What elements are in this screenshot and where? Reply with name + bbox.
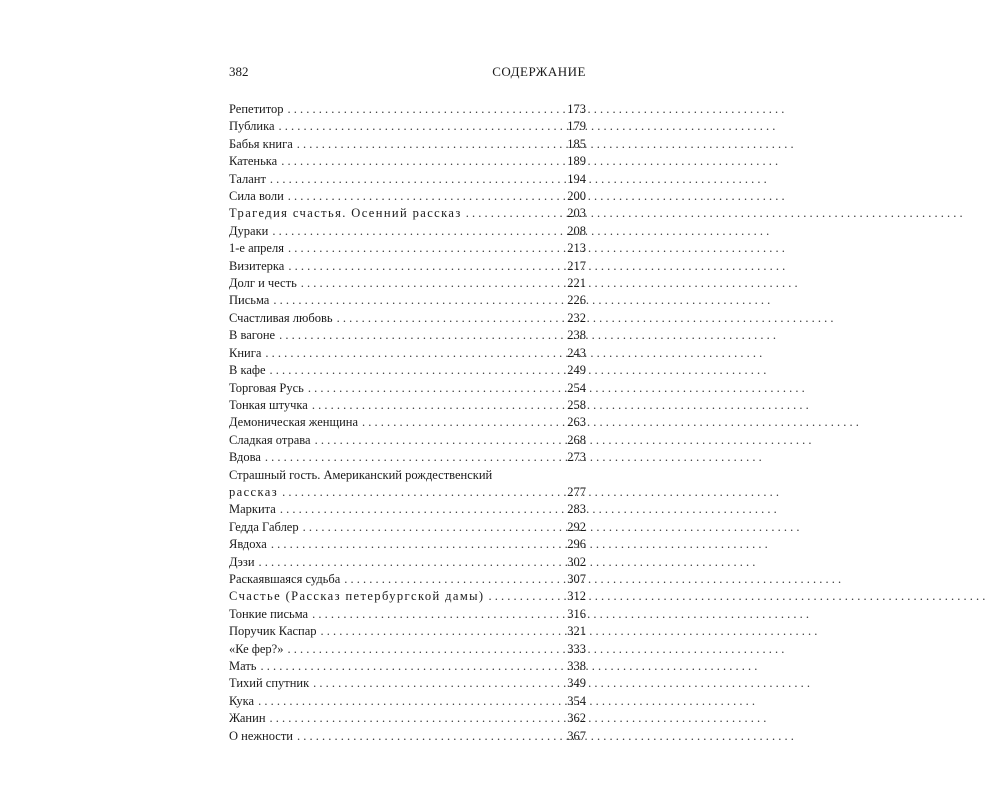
toc-entry-title: Долг и честь <box>229 276 297 291</box>
toc-entry <box>229 205 586 222</box>
toc-entry-page: 221 <box>567 276 586 291</box>
toc-entry <box>229 310 586 327</box>
toc-entry-title: Визитерка <box>229 258 285 273</box>
toc-entry-title: Страшный гость. Американский рождественский <box>229 467 493 482</box>
toc-entry-page: 333 <box>567 641 586 656</box>
toc-entry <box>229 623 586 640</box>
toc-entry-title-continuation: рассказ <box>229 484 279 499</box>
dot-leader <box>265 345 563 362</box>
dot-leader <box>312 606 563 623</box>
toc-entry-title: Раскаявшаяся судьба <box>229 571 341 586</box>
dot-leader <box>315 432 563 449</box>
toc-entry-page: 296 <box>567 537 586 552</box>
toc-entry <box>229 710 586 727</box>
toc-entry-page: 367 <box>567 728 586 743</box>
dot-leader <box>303 519 563 536</box>
toc-entry-page: 213 <box>567 241 586 256</box>
toc-entry <box>229 188 586 205</box>
toc-entry <box>229 449 586 466</box>
toc-entry-page: 321 <box>567 624 586 639</box>
toc-entry-page: 258 <box>567 397 586 412</box>
toc-entry-page: 173 <box>567 102 586 116</box>
toc-entry-title: Тонкая штучка <box>229 397 308 412</box>
toc-entry-page: 263 <box>567 415 586 430</box>
toc-entry-title: Мать <box>229 659 257 673</box>
toc-entry-page: 307 <box>567 571 586 586</box>
toc-entry-title: В вагоне <box>229 328 276 343</box>
toc-entry <box>229 223 586 240</box>
dot-leader <box>287 641 563 658</box>
dot-leader <box>282 484 563 501</box>
toc-entry <box>229 153 586 170</box>
toc-entry-title: Вдова <box>229 450 261 465</box>
toc-entry-page: 338 <box>567 659 586 673</box>
dot-leader <box>337 310 563 327</box>
toc-entry <box>229 519 586 536</box>
toc-entry-page: 249 <box>567 363 586 378</box>
toc-entry <box>229 397 586 414</box>
toc-entry-title: Поручик Каспар <box>229 624 317 639</box>
toc-entry-title: В кафе <box>229 363 266 378</box>
toc-entry-title: Гедда Габлер <box>229 519 299 534</box>
toc-entry-title: Явдоха <box>229 537 267 552</box>
page-header <box>229 64 586 84</box>
toc-entry-title: Публика <box>229 119 275 134</box>
dot-leader <box>261 658 563 675</box>
toc-entry-page: 208 <box>567 223 586 238</box>
toc-entry-title: Репетитор <box>229 102 284 116</box>
toc-entry-title: Бабья книга <box>229 136 293 151</box>
dot-leader <box>297 728 563 745</box>
toc-entry <box>229 240 586 257</box>
toc-entry-title: Счастливая любовь <box>229 310 333 325</box>
toc-entry-page: 217 <box>567 258 586 273</box>
toc-entry <box>229 275 586 292</box>
toc-entry-title: Жанин <box>229 711 266 726</box>
toc-entry-page: 268 <box>567 432 586 447</box>
dot-leader <box>288 258 563 275</box>
dot-leader <box>270 171 563 188</box>
toc-entry-page: 189 <box>567 154 586 169</box>
toc-entry-title: Счастье (Рассказ петербургской дамы) <box>229 589 485 604</box>
toc-entry-page: 273 <box>567 450 586 465</box>
toc-entry-page: 226 <box>567 293 586 308</box>
toc-entry-page: 312 <box>567 589 586 604</box>
toc-entry <box>229 292 586 309</box>
toc-entry-title: Дэзи <box>229 554 255 569</box>
toc-entry-title: Книга <box>229 345 262 360</box>
dot-leader <box>297 136 563 153</box>
toc-entry-title: Талант <box>229 171 266 186</box>
toc-entry-page: 362 <box>567 711 586 726</box>
dot-leader <box>288 101 563 118</box>
dot-leader <box>288 240 563 257</box>
toc-entry-title: Дураки <box>229 223 269 238</box>
toc-entry-page: 283 <box>567 502 586 517</box>
toc-entry-page: 194 <box>567 171 586 186</box>
toc-entry-page: 302 <box>567 554 586 569</box>
toc-entry-title: Торговая Русь <box>229 380 304 395</box>
toc-entry <box>229 101 586 118</box>
toc-entry <box>229 606 586 623</box>
dot-leader <box>344 571 563 588</box>
toc-entry-page: 254 <box>567 380 586 395</box>
toc-entry-title: Трагедия счастья. Осенний рассказ <box>229 206 462 221</box>
toc-entry <box>229 536 586 553</box>
toc-entry-page: 349 <box>567 676 586 691</box>
toc-entry-page: 277 <box>567 484 586 499</box>
toc-entry-title: «Ке фер?» <box>229 641 284 656</box>
toc-entry <box>229 118 586 135</box>
toc-entry <box>229 258 586 275</box>
toc-entry <box>229 414 586 431</box>
toc-entry <box>229 501 586 518</box>
dot-leader <box>313 675 563 692</box>
toc-entry <box>229 554 586 571</box>
dot-leader <box>362 414 563 431</box>
dot-leader <box>488 588 563 605</box>
page-number: 382 <box>229 64 249 79</box>
toc-entry-page: 354 <box>567 693 586 708</box>
toc-entry <box>229 571 586 588</box>
toc-entry <box>229 693 586 710</box>
dot-leader <box>271 536 563 553</box>
toc-entry-title: О нежности <box>229 728 293 743</box>
dot-leader <box>273 292 563 309</box>
toc-entry <box>229 658 586 675</box>
dot-leader <box>279 327 563 344</box>
toc-entry-page: 179 <box>567 119 586 134</box>
toc-entry <box>229 327 586 344</box>
toc-entry-page: 203 <box>567 206 586 221</box>
dot-leader <box>270 710 563 727</box>
dot-leader <box>272 223 563 240</box>
toc-entry <box>229 641 586 658</box>
dot-leader <box>301 275 563 292</box>
toc-entry <box>229 467 586 484</box>
toc-entry-page: 232 <box>567 310 586 325</box>
dot-leader <box>308 380 563 397</box>
toc-entry <box>229 171 586 188</box>
dot-leader <box>279 118 563 135</box>
toc-entry-title: Тихий спутник <box>229 676 310 691</box>
dot-leader <box>280 501 563 518</box>
toc-entry-title: Катенька <box>229 154 278 169</box>
toc-entry-page: 243 <box>567 345 586 360</box>
dot-leader <box>466 205 563 222</box>
toc-entry-title: 1-е апреля <box>229 241 284 256</box>
dot-leader <box>288 188 563 205</box>
toc-entry-title: Письма <box>229 293 270 308</box>
dot-leader <box>281 153 563 170</box>
dot-leader <box>258 693 563 710</box>
dot-leader <box>312 397 563 414</box>
toc-entry-page: 238 <box>567 328 586 343</box>
toc-entry-title: Демоническая женщина <box>229 415 359 430</box>
toc-entry <box>229 345 586 362</box>
toc-entry-title: Сладкая отрава <box>229 432 311 447</box>
toc-entry-title: Сила воли <box>229 189 284 204</box>
toc-entry-title: Тонкие письма <box>229 606 309 621</box>
table-of-contents <box>229 101 586 745</box>
toc-entry-title: Маркита <box>229 502 276 517</box>
toc-entry <box>229 588 586 605</box>
toc-entry-page: 200 <box>567 189 586 204</box>
dot-leader <box>259 554 563 571</box>
dot-leader <box>321 623 563 640</box>
toc-entry <box>229 675 586 692</box>
toc-entry <box>229 380 586 397</box>
toc-entry-page: 185 <box>567 136 586 151</box>
toc-entry-title: Кука <box>229 693 255 708</box>
toc-entry-continuation <box>229 484 586 501</box>
toc-entry <box>229 432 586 449</box>
running-head: СОДЕРЖАНИЕ <box>492 64 586 79</box>
dot-leader <box>270 362 563 379</box>
dot-leader <box>265 449 563 466</box>
toc-entry <box>229 362 586 379</box>
toc-entry <box>229 136 586 153</box>
toc-entry-page: 316 <box>567 606 586 621</box>
toc-entry <box>229 728 586 745</box>
toc-entry-page: 292 <box>567 519 586 534</box>
